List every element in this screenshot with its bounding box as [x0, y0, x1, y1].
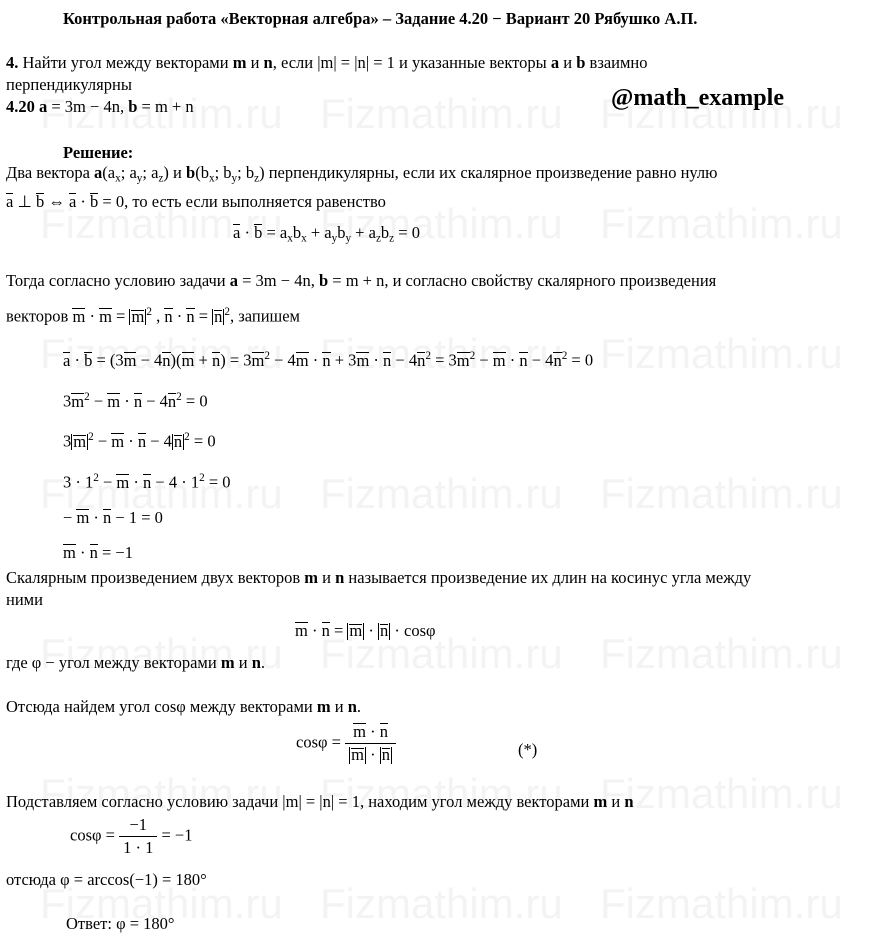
- problem-statement: 4. Найти угол между векторами m и n, если |m| = |n| = 1 и указанные векторы a и b взаимно: [6, 53, 648, 72]
- answer-line: Ответ: φ = 180°: [66, 914, 175, 933]
- solution-line-4: векторов m · m = m $^2$ , n · n = n $^2$, запишем: [6, 306, 300, 326]
- problem-statement-cont: перпендикулярны: [6, 75, 132, 94]
- watermark-text: [600, 880, 843, 928]
- watermark-text: [600, 630, 843, 678]
- watermark-text: [320, 880, 563, 928]
- watermark-text: [320, 470, 563, 518]
- watermark-text: [600, 770, 843, 818]
- scalar-definition: Скалярным произведением двух векторов m и n называется произведение их длин на косинус угла между: [6, 568, 752, 587]
- formula-scalar: m · n = m · n · cosφ: [295, 621, 436, 640]
- equation-step-2: 3 m $^2$ − m · n − 4 n $^2$ = 0: [63, 431, 216, 451]
- result-line: отсюда φ = arccos(−1) = 180°: [6, 870, 207, 889]
- formula-dot-product: $a \cdot b = a_xb_x + a_yb_y + a_zb_z = 0$: [233, 223, 420, 245]
- equation-step-1: $3m^2 - m \cdot n - 4n^2 = 0$: [63, 391, 208, 411]
- solution-heading: Решение:: [63, 143, 134, 162]
- equation-step-4: − m · n − 1 = 0: [63, 508, 163, 527]
- equation-expand: $a \cdot b = (3m - 4n)(m + n) = 3m^2 - 4m \cdot n + 3m \cdot n - 4n^2 = 3m^2 - m \cdot n - 4n^2 = 0$: [63, 350, 594, 370]
- page-title: Контрольная работа «Векторная алгебра» – Задание 4.20 − Вариант 20 Рябушко А.П.: [63, 9, 698, 28]
- formula-cos: cosφ = $\frac{m \cdot n}{m \cdot n}$: [296, 722, 396, 765]
- solution-line-3: Тогда согласно условию задачи a = 3m − 4n, b = m + n, и согласно свойству скалярного произведения: [6, 271, 717, 290]
- solution-line-1: Два вектора $a(a_x$; $a_y$; $a_z$) и $b(b_x$; $b_y$; $b_z$) перпендикулярны, если их скалярное произведение равно нулю: [6, 163, 718, 185]
- watermark-text: [600, 330, 843, 378]
- formula-cos-tag: (*): [518, 740, 538, 759]
- solution-line-2: a ⊥ b ⇔ a · b = 0, то есть если выполняется равенство: [6, 192, 386, 211]
- channel-tag: @math_example: [611, 85, 784, 111]
- watermark-text: [600, 200, 843, 248]
- hence-text: Отсюда найдем угол cosφ между векторами m и n.: [6, 697, 362, 716]
- substitution-text: Подставляем согласно условию задачи |m| = |n| = 1, находим угол между векторами m и n: [6, 792, 634, 811]
- equation-step-3: $3 \cdot 1^2 - m \cdot n - 4 \cdot 1^2 = 0$: [63, 472, 231, 492]
- watermark-text: [600, 470, 843, 518]
- formula-cos-value: cosφ = $\frac{-1}{1 \cdot 1}$ = −1: [70, 815, 193, 857]
- where-text: где φ − угол между векторами m и n.: [6, 653, 265, 672]
- equation-step-5: m · n = −1: [63, 543, 133, 562]
- problem-variant: 4.20 a = 3m − 4n, b = m + n: [6, 97, 194, 116]
- scalar-definition-cont: ними: [6, 590, 43, 609]
- watermark-text: [320, 90, 563, 138]
